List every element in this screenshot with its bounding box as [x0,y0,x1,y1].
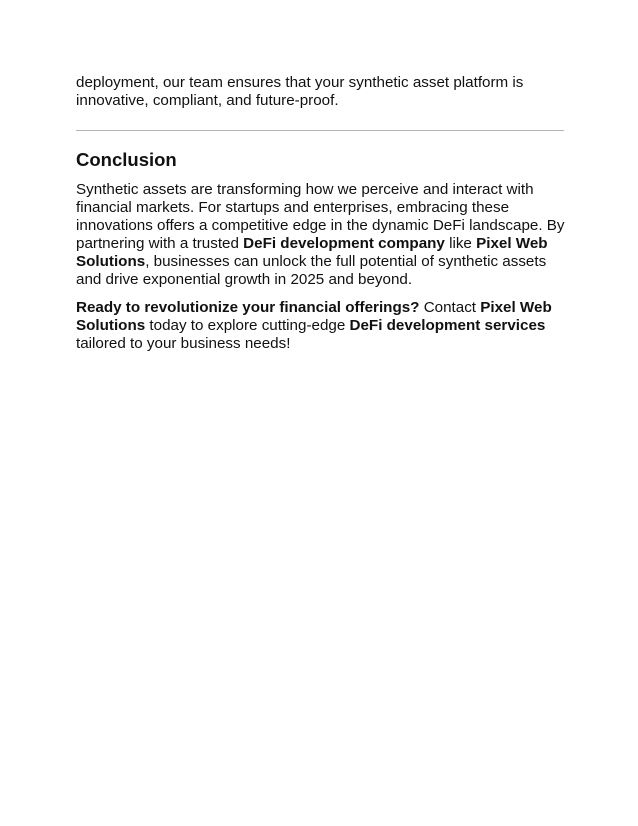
conclusion-paragraph [76,181,566,289]
document-page [76,74,566,363]
conclusion-heading: Conclusion [76,149,177,170]
company-name: Pixel Web Solutions [76,235,548,270]
conclusion-text-3: , businesses can unlock the full potential of synthetic assets and drive exponential growth in 2025 and beyond. [76,253,547,288]
cta-company-name: Pixel Web Solutions [76,299,552,334]
cta-text-1: Contact [419,299,481,316]
cta-services-term: DeFi development services [349,317,546,334]
cta-text-3: tailored to your business needs! [76,335,291,352]
conclusion-text-1: Synthetic assets are transforming how we perceive and interact with financial markets. For startups and enterprises, embracing these innovations offers a competitive edge in the dynamic DeFi landscape. By partnering with a trusted [76,181,565,252]
intro-paragraph: deployment, our team ensures that your synthetic asset platform is innovative, compliant, and future-proof. [76,74,524,109]
cta-text-2: today to explore cutting-edge [145,317,350,334]
section-divider [76,130,564,131]
defi-company-term: DeFi development company [243,235,445,252]
conclusion-text-2: like [444,235,477,252]
cta-question: Ready to revolutionize your financial offerings? [76,299,420,316]
call-to-action-paragraph [76,299,566,353]
